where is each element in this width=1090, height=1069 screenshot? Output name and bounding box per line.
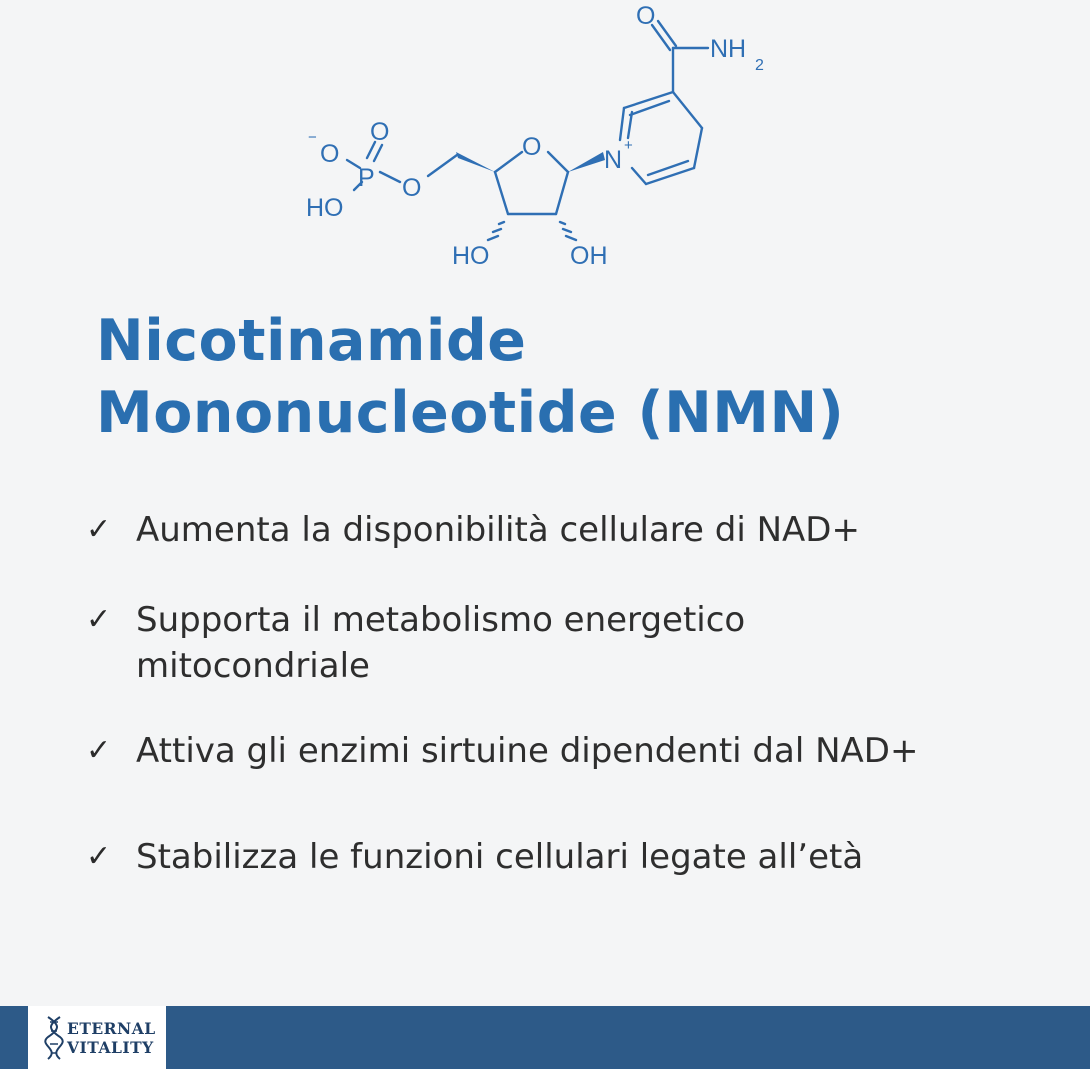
atom-n-charge: + bbox=[624, 137, 633, 154]
benefit-text bbox=[136, 597, 745, 689]
atom-negative-charge: − bbox=[308, 129, 317, 146]
check-icon: ✓ bbox=[86, 512, 112, 547]
molecule-structure bbox=[290, 0, 810, 285]
page-title bbox=[96, 305, 1056, 449]
atom-nh2-subscript: 2 bbox=[755, 57, 764, 74]
brand-logo bbox=[28, 1006, 166, 1069]
benefit-text: Attiva gli enzimi sirtuine dipendenti dal NAD+ bbox=[136, 731, 919, 771]
atom-p: P bbox=[358, 164, 375, 192]
logo-line-2: VITALITY bbox=[67, 1037, 154, 1057]
benefit-text-line-2: mitocondriale bbox=[136, 646, 370, 686]
benefit-text: Aumenta la disponibilità cellulare di NAD+ bbox=[136, 510, 860, 550]
atom-o-double: O bbox=[370, 118, 390, 146]
atom-ho-phosphate: HO bbox=[306, 194, 344, 222]
atom-o-carbonyl: O bbox=[636, 2, 656, 30]
atom-nh2: NH bbox=[710, 35, 747, 63]
atom-o-ring: O bbox=[522, 133, 542, 161]
atom-o-negative: O bbox=[320, 140, 340, 168]
atom-n-ring: N bbox=[604, 146, 623, 174]
atom-o-link: O bbox=[402, 174, 422, 202]
atom-ho-left: HO bbox=[452, 242, 490, 270]
benefit-item bbox=[86, 507, 1076, 553]
benefit-item bbox=[86, 597, 1076, 689]
benefit-text-line-1: Supporta il metabolismo energetico bbox=[136, 600, 746, 640]
check-icon: ✓ bbox=[86, 733, 112, 768]
benefit-text: Stabilizza le funzioni cellulari legate all’età bbox=[136, 837, 864, 877]
logo-text bbox=[67, 1019, 156, 1057]
dna-icon bbox=[44, 1015, 64, 1061]
title-line-2: Mononucleotide (NMN) bbox=[96, 380, 845, 446]
atom-oh-right: OH bbox=[570, 242, 608, 270]
logo-line-1: ETERNAL bbox=[67, 1018, 156, 1038]
check-icon: ✓ bbox=[86, 602, 112, 637]
benefit-item bbox=[86, 728, 1076, 774]
benefit-item bbox=[86, 834, 1076, 880]
check-icon: ✓ bbox=[86, 839, 112, 874]
title-line-1: Nicotinamide bbox=[96, 308, 527, 374]
